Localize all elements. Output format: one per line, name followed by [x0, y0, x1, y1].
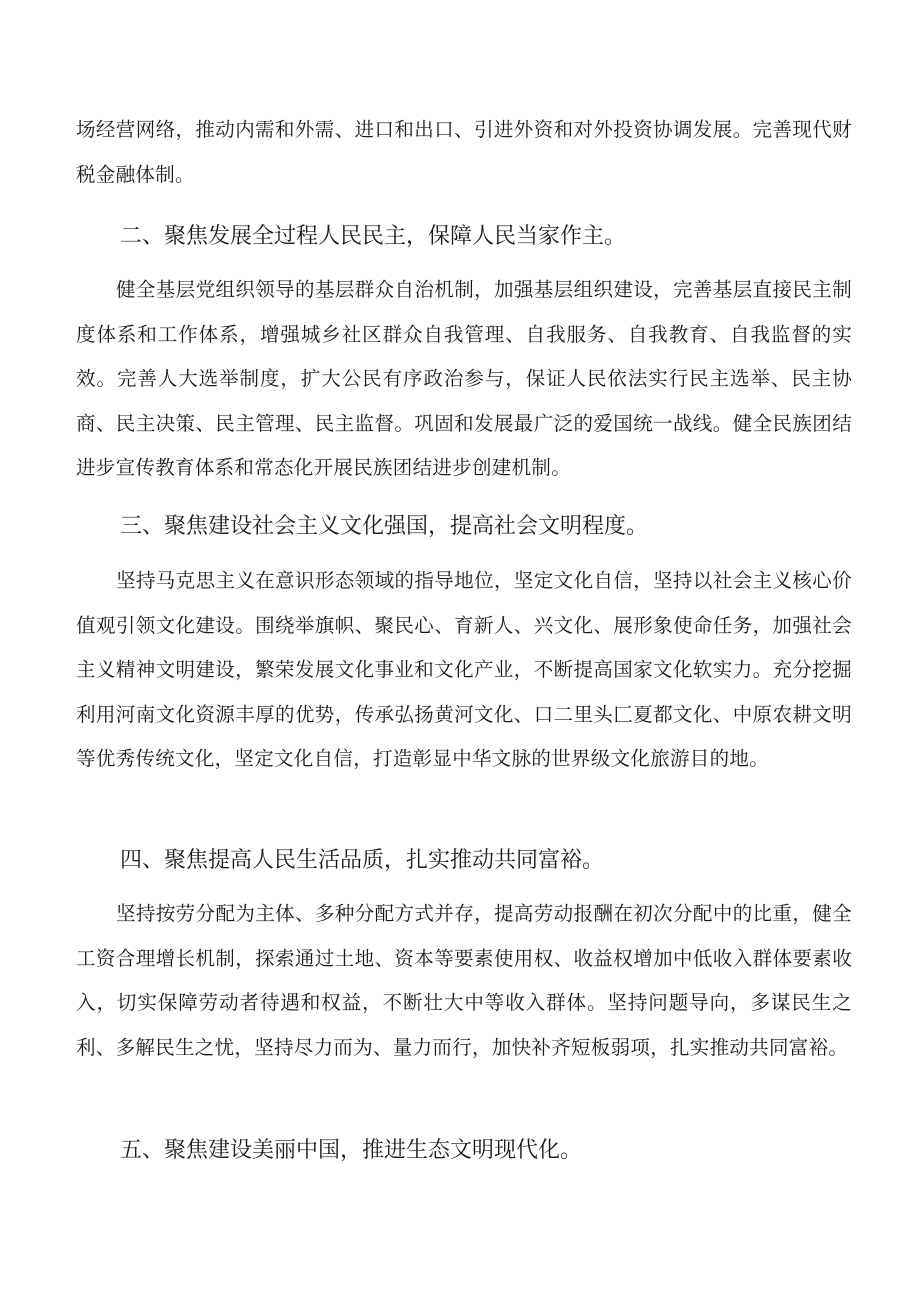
- paragraph-section-3: 坚持马克思主义在意识形态领域的指导地位，坚定文化自信，坚持以社会主义核心价值观引领文化建设。围绕举旗帜、聚民心、育新人、兴文化、展形象使命任务，加强社会主义精神文明建设，繁荣发展文化事业和文化产业，不断提高国家文化软实力。充分挖掘利用河南文化资源丰厚的优势，传承弘扬黄河文化、口二里头匚夏都文化、中原农耕文明等优秀传统文化，坚定文化自信，打造彰显中华文脉的世界级文化旅游目的地。: [76, 569, 852, 770]
- section-heading-3: 三、聚焦建设社会主义文化强国，提高社会文明程度。: [120, 514, 649, 539]
- paragraph-section-4: 坚持按劳分配为主体、多种分配方式并存，提高劳动报酬在初次分配中的比重，健全工资合理增长机制，探索通过土地、资本等要素使用权、收益权增加中低收入群体要素收入，切实保障劳动者待遇和权益，不断壮大中等收入群体。坚持问题导向，多谋民生之利、多解民生之忧，坚持尽力而为、量力而行，加快补齐短板弱项，扎实推动共同富裕。: [76, 902, 852, 1059]
- section-heading-2: 二、聚焦发展全过程人民民主，保障人民当家作主。: [120, 224, 627, 249]
- paragraph-continued: 场经营网络，推动内需和外需、进口和出口、引进外资和对外投资协调发展。完善现代财税金融体制。: [76, 118, 852, 186]
- section-heading-5: 五、聚焦建设美丽中国，推进生态文明现代化。: [120, 1138, 583, 1163]
- section-heading-4: 四、聚焦提高人民生活品质，扎实推动共同富裕。: [120, 848, 605, 873]
- paragraph-section-2: 健全基层党组织领导的基层群众自治机制，加强基层组织建设，完善基层直接民主制度体系和工作体系，增强城乡社区群众自我管理、自我服务、自我教育、自我监督的实效。完善人大选举制度，扩大公民有序政治参与，保证人民依法实行民主选举、民主协商、民主决策、民主管理、民主监督。巩固和发展最广泛的爱国统一战线。健全民族团结进步宣传教育体系和常态化开展民族团结进步创建机制。: [76, 278, 852, 479]
